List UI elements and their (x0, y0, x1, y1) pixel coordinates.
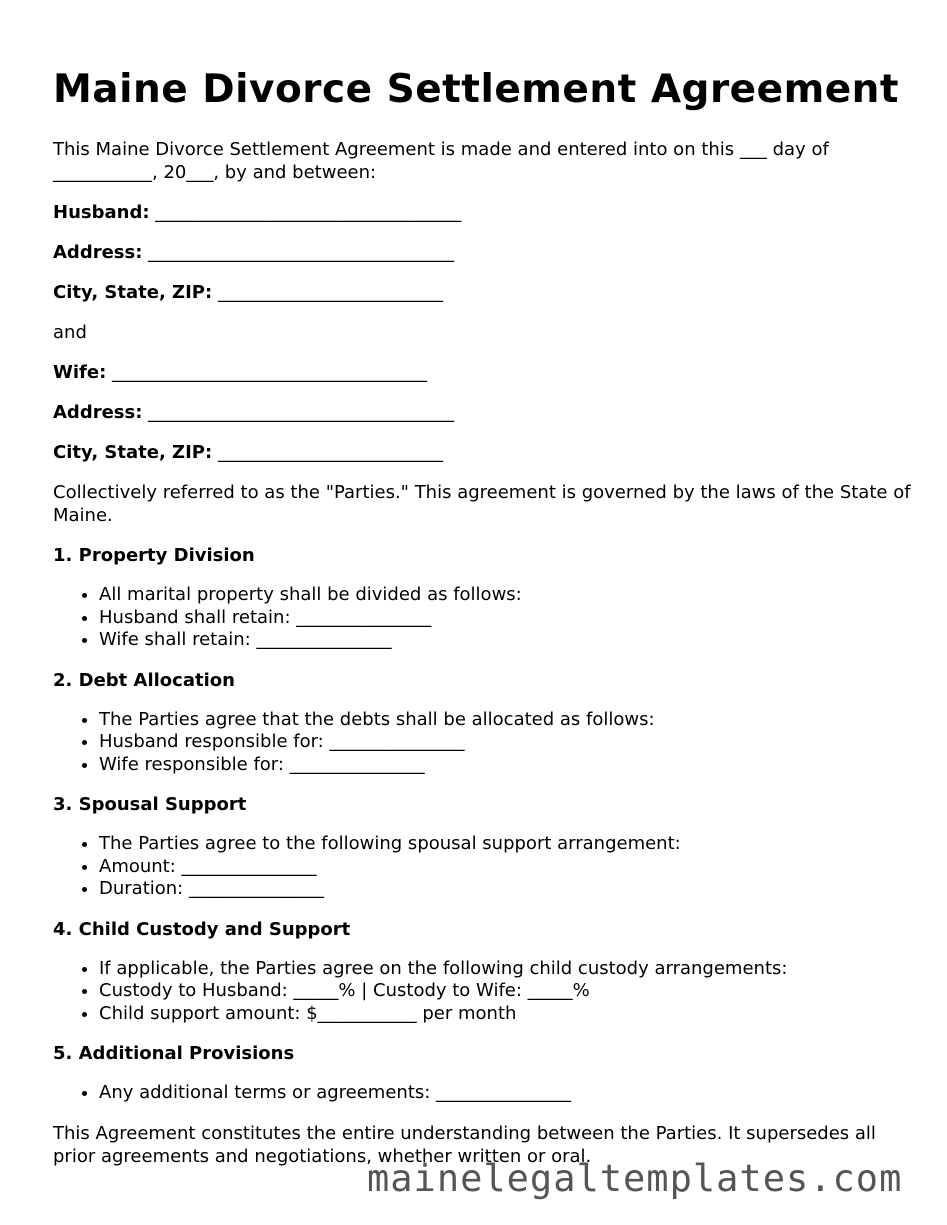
section-list (53, 833, 913, 901)
husband-name-blank: __________________________________ (155, 202, 462, 223)
wife-address-blank: __________________________________ (148, 402, 455, 423)
husband-city-blank: _________________________ (217, 282, 443, 303)
list-item: • Any additional terms or agreements: _______________ (99, 1082, 913, 1105)
list-item: • The Parties agree to the following spousal support arrangement: (99, 833, 913, 856)
wife-name-line (53, 361, 913, 384)
list-item: • Duration: _______________ (99, 878, 913, 901)
section-list (53, 1082, 913, 1105)
list-item: • Husband responsible for: _______________ (99, 731, 913, 754)
wife-city-blank: _________________________ (217, 442, 443, 463)
intro-paragraph: This Maine Divorce Settlement Agreement is made and entered into on this ___ day of ___________, 20___, by and between: (53, 139, 829, 183)
list-item: • Child support amount: $___________ per month (99, 1003, 913, 1026)
list-item: • Custody to Husband: _____% | Custody to Wife: _____% (99, 980, 913, 1003)
wife-name-blank: ___________________________________ (112, 362, 427, 383)
list-item: • The Parties agree that the debts shall be allocated as follows: (99, 709, 913, 732)
section-list (53, 584, 913, 652)
collective-paragraph: Collectively referred to as the "Parties." This agreement is governed by the laws of the State of Maine. (53, 482, 911, 526)
section-heading: 1. Property Division (53, 545, 255, 566)
list-item: • If applicable, the Parties agree on the following child custody arrangements: (99, 958, 913, 981)
wife-city-line (53, 441, 913, 464)
document-page (53, 66, 913, 1185)
and-text: and (53, 322, 87, 343)
watermark: mainelegaltemplates.com (367, 1157, 903, 1200)
closing-paragraph: This Agreement constitutes the entire understanding between the Parties. It supersedes all prior agreements and negotiations, whether written or oral. (53, 1122, 876, 1167)
wife-city-label: City, State, ZIP: (53, 442, 213, 463)
wife-address-line (53, 401, 913, 424)
husband-name-label: Husband: (53, 202, 150, 223)
section-heading: 2. Debt Allocation (53, 669, 235, 691)
husband-city-line (53, 281, 913, 304)
wife-address-label: Address: (53, 402, 143, 423)
section-list (53, 958, 913, 1026)
document-title: Maine Divorce Settlement Agreement (53, 67, 900, 112)
list-item: • Amount: _______________ (99, 856, 913, 879)
husband-name-line (53, 201, 913, 224)
wife-name-label: Wife: (53, 362, 107, 383)
list-item: • Wife shall retain: _______________ (99, 629, 913, 652)
section-list (53, 709, 913, 777)
section-heading: 5. Additional Provisions (53, 1043, 295, 1064)
husband-city-label: City, State, ZIP: (53, 282, 213, 303)
husband-address-line (53, 241, 913, 264)
list-item: • All marital property shall be divided as follows: (99, 584, 913, 607)
husband-address-label: Address: (53, 242, 143, 263)
list-item: • Husband shall retain: _______________ (99, 607, 913, 630)
list-item: • Wife responsible for: _______________ (99, 754, 913, 777)
section-heading: 3. Spousal Support (53, 794, 247, 815)
husband-address-blank: __________________________________ (148, 242, 455, 263)
section-heading: 4. Child Custody and Support (53, 918, 351, 940)
